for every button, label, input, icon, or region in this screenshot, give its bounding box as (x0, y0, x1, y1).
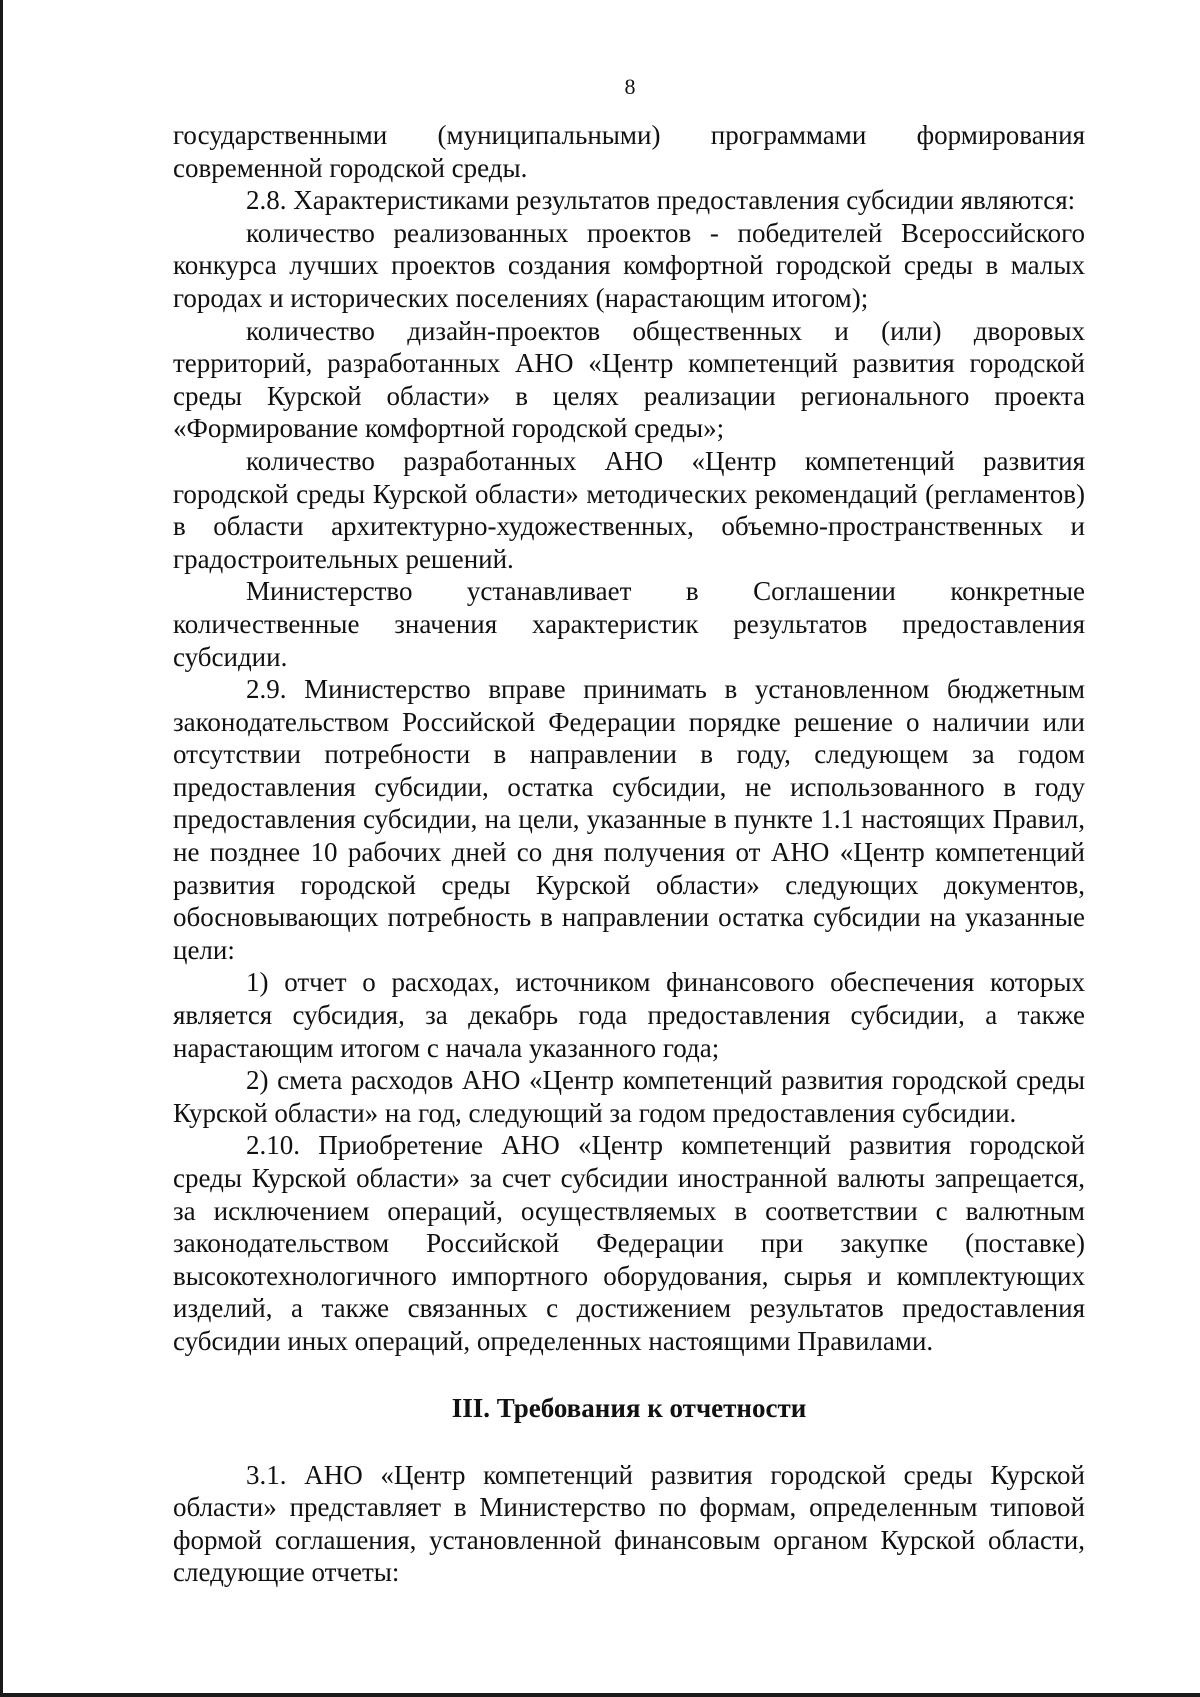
paragraph-list-item-1: 1) отчет о расходах, источником финансового обеспечения которых является субсидия, за декабрь года предоставления субсидии, а также нарастающим итогом с начала указанного года; (173, 967, 1085, 1063)
paragraph-characteristic-projects: количество реализованных проектов - победителей Всероссийского конкурса лучших проектов создания комфортной городской среды в малых городах и исторических поселениях (нарастающим итогом); (173, 217, 1085, 313)
paragraph-2-9: 2.9. Министерство вправе принимать в установленном бюджетным законодательством Российской Федерации порядке решение о наличии или отсутствии потребности в направлении в году, следующем за годом предоставления субсидии, остатка субсидии, не использованного в году предоставления субсидии, на цели, указанные в пункте 1.1 настоящих Правил, не позднее 10 рабочих дней со дня получения от АНО «Центр компетенций развития городской среды Курской области» следующих документов, обосновывающих потребность в направлении остатка субсидии на указанные цели: (173, 674, 1085, 965)
document-body (173, 119, 1085, 1589)
page-number: 8 (624, 74, 636, 99)
paragraph-continuation: государственными (муниципальными) программами формирования современной городской среды. (173, 120, 1085, 183)
paragraph-ministry-values: Министерство устанавливает в Соглашении конкретные количественные значения характеристик результатов предоставления субсидии. (173, 576, 1085, 672)
paragraph-list-item-2: 2) смета расходов АНО «Центр компетенций развития городской среды Курской области» на год, следующий за годом предоставления субсидии. (173, 1065, 1085, 1128)
paragraph-3-1: 3.1. АНО «Центр компетенций развития городской среды Курской области» представляет в Министерство по формам, определенным типовой формой соглашения, установленной финансовым органом Курской области, следующие отчеты: (173, 1459, 1085, 1588)
paragraph-characteristic-design: количество дизайн-проектов общественных и (или) дворовых территорий, разработанных АНО «Центр компетенций развития городской среды Курской области» в целях реализации регионального проекта «Формирование комфортной городской среды»; (173, 315, 1085, 444)
scan-border-bottom (0, 1693, 1200, 1697)
section-heading: III. Требования к отчетности (451, 1392, 807, 1423)
paragraph-2-10: 2.10. Приобретение АНО «Центр компетенций развития городской среды Курской области» за счет субсидии иностранной валюты запрещается, за исключением операций, осуществляемых в соответствии с валютным законодательством Российской Федерации при закупке (поставке) высокотехнологичного импортного оборудования, сырья и комплектующих изделий, а также связанных с достижением результатов предоставления субсидии иных операций, определенных настоящими Правилами. (173, 1130, 1085, 1356)
paragraph-characteristic-guidelines: количество разработанных АНО «Центр компетенций развития городской среды Курской области» методических рекомендаций (регламентов) в области архитектурно-художественных, объемно-пространственных и градостроительных решений. (173, 445, 1085, 574)
scan-border-left (0, 0, 3, 1697)
paragraph-2-8: 2.8. Характеристиками результатов предоставления субсидии являются: (246, 185, 1076, 216)
